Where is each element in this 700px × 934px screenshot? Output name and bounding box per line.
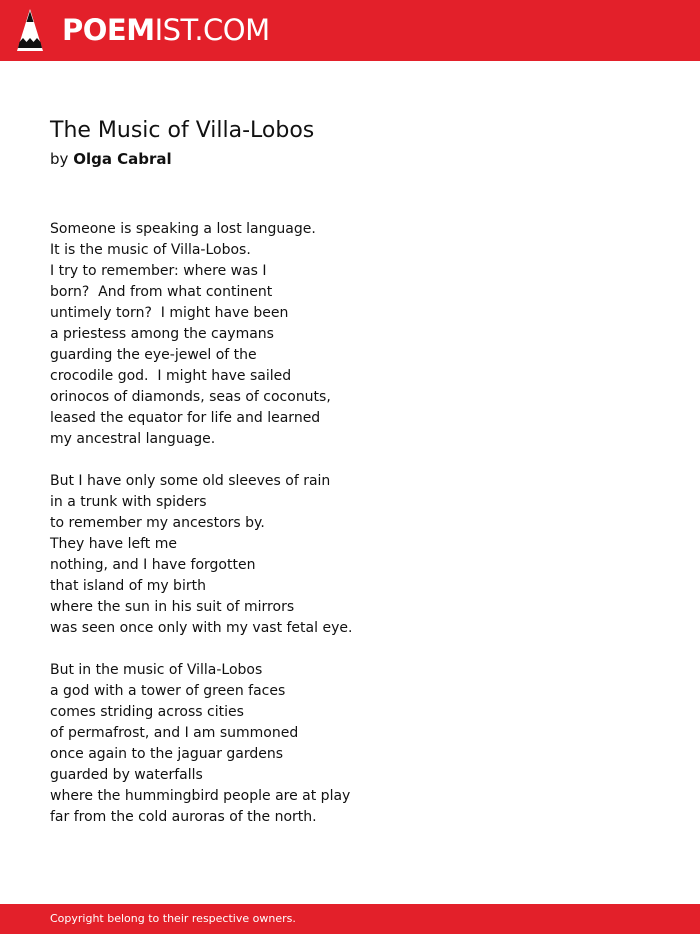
- copyright-text: Copyright belong to their respective owners.: [50, 912, 296, 925]
- poem-line: my ancestral language.: [50, 431, 216, 447]
- site-footer: [0, 904, 700, 934]
- poem-line: far from the cold auroras of the north.: [50, 809, 317, 825]
- poem-title: The Music of Villa-Lobos: [50, 118, 315, 143]
- by-prefix: by: [50, 150, 69, 168]
- poem-line: a priestess among the caymans: [50, 326, 274, 342]
- poem-stanza: [50, 660, 650, 828]
- poem-line: born? And from what continent: [50, 284, 273, 300]
- poem-line: They have left me: [50, 536, 177, 552]
- poem-line: leased the equator for life and learned: [50, 410, 321, 426]
- poem-stanza: [50, 219, 650, 450]
- logo-bold-text: POEM: [62, 13, 155, 47]
- site-logo[interactable]: [62, 13, 270, 47]
- poem-stanza: [50, 471, 650, 639]
- poem-line: comes striding across cities: [50, 704, 244, 720]
- byline: [50, 149, 172, 169]
- poem-line: But I have only some old sleeves of rain: [50, 473, 331, 489]
- poem-line: orinocos of diamonds, seas of coconuts,: [50, 389, 331, 405]
- poem-line: once again to the jaguar gardens: [50, 746, 284, 762]
- author-name: Olga Cabral: [73, 150, 172, 168]
- poem-line: to remember my ancestors by.: [50, 515, 265, 531]
- poem-body: [50, 219, 650, 849]
- poem-line: It is the music of Villa-Lobos.: [50, 242, 251, 258]
- poem-line: where the hummingbird people are at play: [50, 788, 351, 804]
- poem-line: was seen once only with my vast fetal eye.: [50, 620, 353, 636]
- poem-line: where the sun in his suit of mirrors: [50, 599, 295, 615]
- poem-line: untimely torn? I might have been: [50, 305, 289, 321]
- poem-line: guarded by waterfalls: [50, 767, 203, 783]
- poem-line: that island of my birth: [50, 578, 206, 594]
- poem-line: a god with a tower of green faces: [50, 683, 286, 699]
- pencil-icon: [17, 9, 43, 51]
- poem-line: nothing, and I have forgotten: [50, 557, 256, 573]
- poem-line: But in the music of Villa-Lobos: [50, 662, 263, 678]
- logo-light-text: IST.COM: [154, 13, 270, 47]
- poem-line: crocodile god. I might have sailed: [50, 368, 292, 384]
- poem-line: in a trunk with spiders: [50, 494, 207, 510]
- poem-line: guarding the eye-jewel of the: [50, 347, 257, 363]
- site-header: [0, 0, 700, 61]
- poem-line: Someone is speaking a lost language.: [50, 221, 316, 237]
- poem-line: of permafrost, and I am summoned: [50, 725, 299, 741]
- poem-line: I try to remember: where was I: [50, 263, 267, 279]
